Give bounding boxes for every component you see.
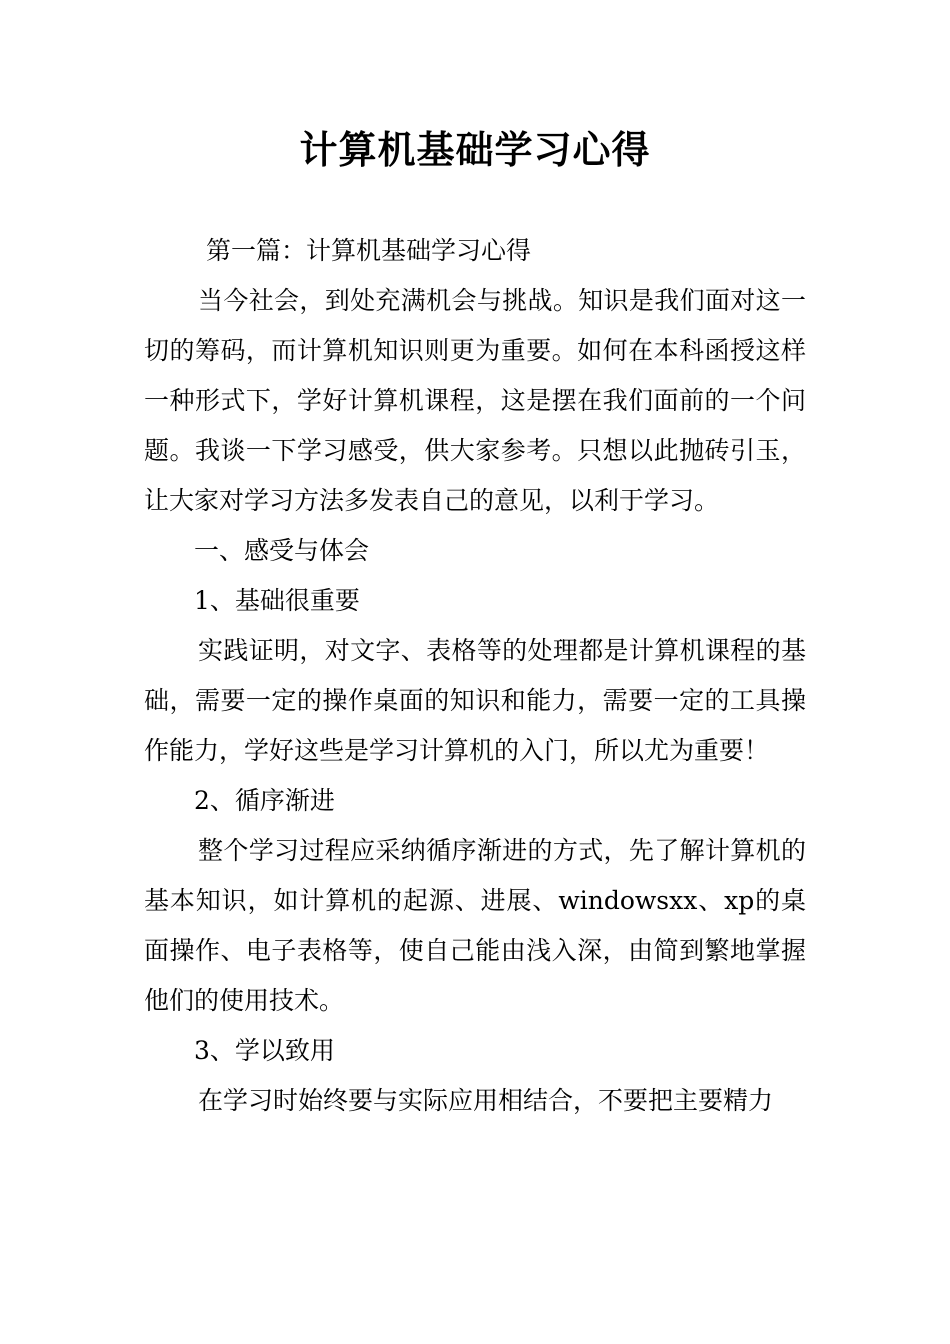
subsection-heading: 1、基础很重要 — [194, 586, 360, 615]
body-paragraph: 实践证明，对文字、表格等的处理都是计算机课程的基础，需要一定的操作桌面的知识和能力，需要一定的工具操作能力，学好这些是学习计算机的入门，所以尤为重要！ — [144, 636, 806, 765]
document-body — [144, 226, 806, 1126]
section-heading: 一、感受与体会 — [194, 536, 370, 565]
subsection-heading: 2、循序渐进 — [194, 786, 335, 815]
body-paragraph: 当今社会，到处充满机会与挑战。知识是我们面对这一切的筹码，而计算机知识则更为重要。如何在本科函授这样一种形式下，学好计算机课程，这是摆在我们面前的一个问题。我谈一下学习感受，供大家参考。只想以此抛砖引玉，让大家对学习方法多发表自己的意见，以利于学习。 — [144, 286, 806, 515]
section-heading: 第一篇：计算机基础学习心得 — [206, 236, 532, 265]
body-paragraph: 整个学习过程应采纳循序渐进的方式，先了解计算机的基本知识，如计算机的起源、进展、windowsxx、xp的桌面操作、电子表格等，使自己能由浅入深，由简到繁地掌握他们的使用技术。 — [144, 836, 806, 1015]
body-paragraph: 在学习时始终要与实际应用相结合，不要把主要精力 — [198, 1086, 774, 1115]
document-title: 计算机基础学习心得 — [299, 127, 651, 172]
subsection-heading: 3、学以致用 — [194, 1036, 335, 1065]
